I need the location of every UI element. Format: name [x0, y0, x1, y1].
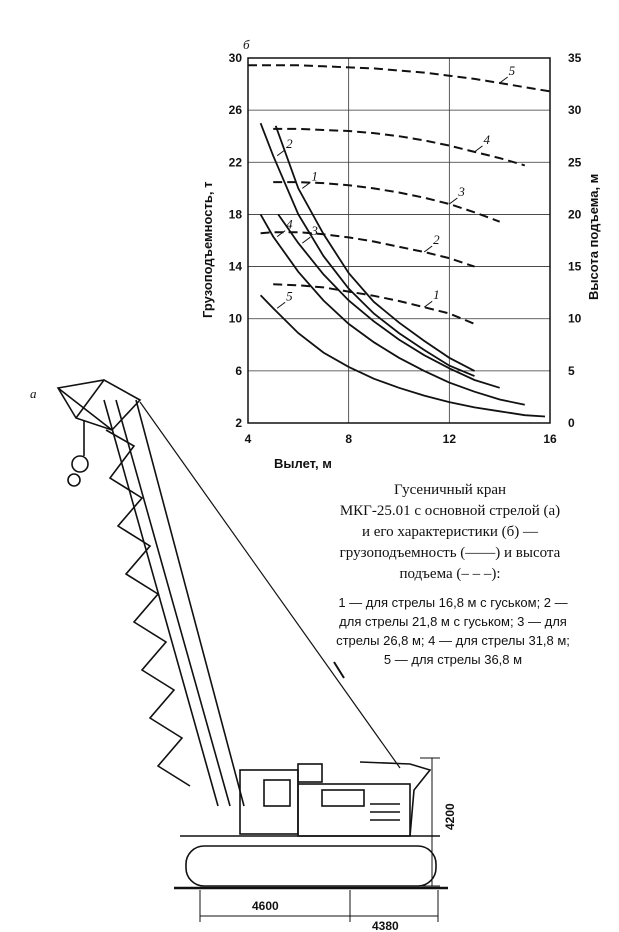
- caption-title-2: МКГ-25.01 с основной стрелой (а): [339, 503, 561, 519]
- panel-label-a: а: [30, 386, 37, 401]
- series-label-capacity-2: 2: [286, 135, 293, 151]
- y2-tick-label: 5: [568, 363, 575, 378]
- series-label-leader: [302, 237, 310, 243]
- y2-tick-label: 0: [568, 416, 575, 430]
- series-label-height-3: 3: [458, 184, 465, 199]
- series-label-leader: [475, 146, 483, 152]
- caption-title-4: грузоподъемность (——) и высота: [339, 545, 561, 561]
- legend-line-4: 5 — для стрелы 36,8 м: [383, 652, 523, 667]
- legend-line-1: 1 — для стрелы 16,8 м с гуськом; 2 —: [338, 595, 568, 610]
- series-label-leader: [424, 246, 432, 252]
- y-tick-label: 22: [228, 155, 242, 170]
- y-tick-label: 10: [228, 311, 242, 326]
- series-height-1: [273, 284, 474, 324]
- x-tick-label: 16: [543, 432, 557, 446]
- pendant-rope: [140, 402, 400, 768]
- series-label-capacity-1: 1: [311, 168, 318, 184]
- y-axis-label: Грузоподъемность, т: [200, 181, 215, 318]
- y-tick-label: 30: [228, 51, 242, 65]
- series-height-5: [248, 65, 550, 91]
- series-label-capacity-4: 4: [286, 216, 293, 232]
- series-label-height-5: 5: [508, 63, 516, 79]
- legend-line-2: для стрелы 21,8 м с гуськом; 3 — для: [339, 614, 567, 629]
- caption-title-1: Гусеничный кран: [393, 482, 507, 498]
- y-tick-label: 14: [228, 259, 242, 274]
- y-tick-label: 2: [235, 416, 242, 430]
- series-label-height-1: 1: [433, 287, 440, 303]
- y2-axis-label: Высота подъема, м: [586, 173, 601, 300]
- dim-base-label: 4600: [252, 899, 279, 913]
- series-label-capacity-3: 3: [311, 223, 318, 239]
- series-label-leader: [277, 150, 285, 156]
- x-tick-label: 12: [442, 432, 457, 446]
- dim-height-label: 4200: [443, 803, 457, 830]
- crane-drawing: [0, 360, 619, 932]
- panel-label-b: б: [243, 37, 250, 52]
- series-label-capacity-5: 5: [286, 288, 293, 304]
- y-tick-label: 18: [228, 207, 242, 222]
- y2-tick-label: 35: [568, 51, 582, 65]
- x-tick-label: 4: [244, 432, 252, 446]
- series-label-height-4: 4: [483, 131, 490, 147]
- series-label-leader: [277, 302, 285, 308]
- crane-house: [240, 762, 430, 836]
- crawler-tracks: [174, 836, 448, 888]
- y2-tick-label: 30: [568, 103, 582, 118]
- series-height-3: [273, 182, 500, 222]
- y-tick-label: 6: [235, 363, 242, 378]
- caption-title-5: подъема (– – –):: [399, 566, 501, 582]
- x-tick-label: 8: [345, 432, 353, 446]
- boom-head: [58, 380, 140, 486]
- y-tick-label: 26: [228, 103, 242, 118]
- series-label-leader: [500, 77, 508, 83]
- series-label-height-2: 2: [433, 231, 440, 247]
- y2-tick-label: 10: [568, 311, 582, 326]
- y2-tick-label: 20: [568, 207, 582, 222]
- y2-tick-label: 25: [568, 155, 582, 170]
- dim-tail-label: 4380: [372, 919, 399, 932]
- caption-title-3: и его характеристики (б) —: [361, 524, 539, 540]
- series-height-2: [261, 232, 475, 266]
- legend-line-3: стрелы 26,8 м; 4 — для стрелы 31,8 м;: [336, 633, 570, 648]
- boom: [104, 400, 244, 806]
- series-label-leader: [449, 198, 457, 204]
- y2-tick-label: 15: [568, 259, 582, 274]
- series-label-leader: [424, 301, 432, 307]
- x-axis-label: Вылет, м: [274, 456, 332, 471]
